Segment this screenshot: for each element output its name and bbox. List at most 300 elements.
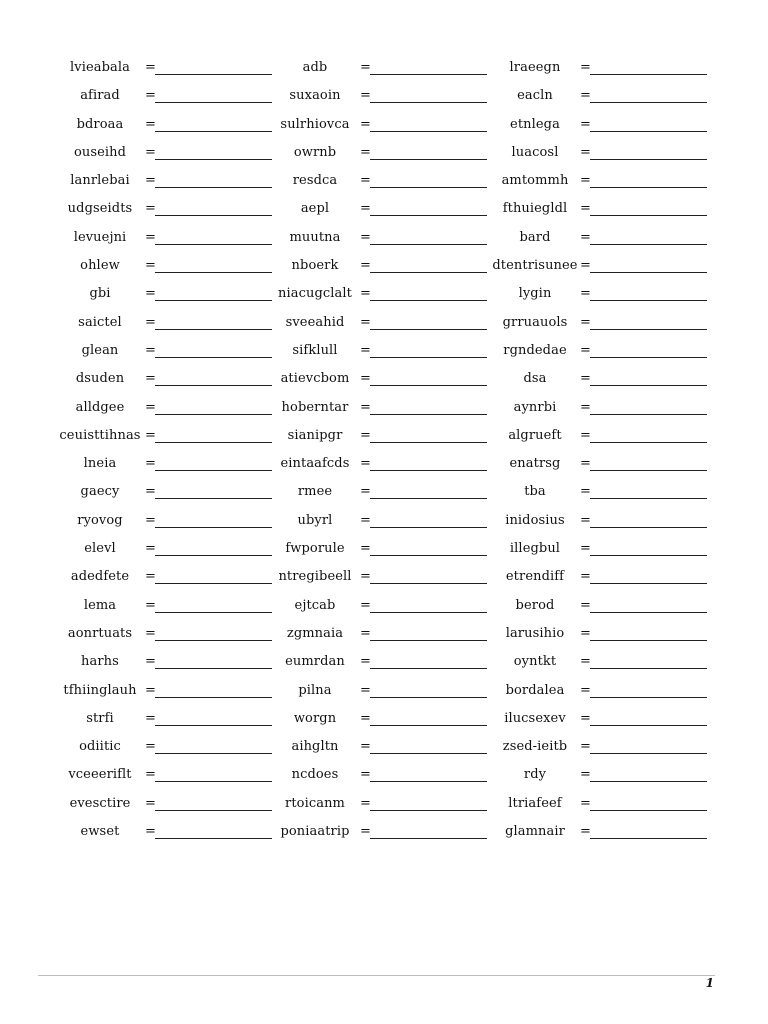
- scramble-entry: [270, 197, 500, 225]
- equals-sign: =: [580, 144, 591, 160]
- equals-sign: =: [580, 116, 591, 132]
- equals-sign: =: [360, 427, 371, 443]
- equals-sign: =: [580, 314, 591, 330]
- answer-blank[interactable]: [155, 612, 272, 613]
- equals-sign: =: [360, 541, 371, 557]
- equals-sign: =: [580, 597, 591, 613]
- scrambled-word: ubyrl: [297, 512, 333, 528]
- worksheet-row: [0, 424, 768, 452]
- worksheet-row: [0, 396, 768, 424]
- scrambled-word: lema: [83, 597, 117, 613]
- scrambled-word: ntregibeell: [278, 569, 352, 585]
- answer-blank[interactable]: [590, 74, 707, 75]
- scrambled-word: udgseidts: [67, 201, 133, 217]
- equals-sign: =: [580, 342, 591, 358]
- worksheet-row: [0, 452, 768, 480]
- equals-sign: =: [580, 229, 591, 245]
- answer-blank[interactable]: [155, 583, 272, 584]
- scramble-entry: [55, 311, 285, 339]
- answer-blank[interactable]: [590, 244, 707, 245]
- answer-blank[interactable]: [590, 838, 707, 839]
- scrambled-word: ryovog: [77, 512, 123, 528]
- equals-sign: =: [360, 512, 371, 528]
- scrambled-word: alldgee: [75, 399, 125, 415]
- answer-blank[interactable]: [155, 697, 272, 698]
- answer-blank[interactable]: [370, 272, 487, 273]
- answer-blank[interactable]: [370, 498, 487, 499]
- equals-sign: =: [360, 173, 371, 189]
- scramble-entry: [55, 367, 285, 395]
- scramble-entry: [490, 56, 720, 84]
- scramble-entry: [270, 113, 500, 141]
- answer-blank[interactable]: [155, 753, 272, 754]
- equals-sign: =: [145, 767, 156, 783]
- answer-blank[interactable]: [370, 697, 487, 698]
- scramble-entry: [55, 565, 285, 593]
- scrambled-word: niacugclalt: [278, 286, 352, 302]
- scramble-entry: [270, 141, 500, 169]
- answer-blank[interactable]: [590, 215, 707, 216]
- answer-blank[interactable]: [155, 725, 272, 726]
- scramble-entry: [270, 452, 500, 480]
- scramble-entry: [270, 396, 500, 424]
- equals-sign: =: [360, 484, 371, 500]
- scramble-entry: [490, 84, 720, 112]
- equals-sign: =: [360, 710, 371, 726]
- scrambled-word: oyntkt: [513, 654, 557, 670]
- scrambled-word: aynrbi: [513, 399, 557, 415]
- worksheet-row: [0, 707, 768, 735]
- worksheet-row: [0, 367, 768, 395]
- equals-sign: =: [580, 569, 591, 585]
- answer-blank[interactable]: [370, 640, 487, 641]
- equals-sign: =: [145, 342, 156, 358]
- answer-blank[interactable]: [370, 838, 487, 839]
- equals-sign: =: [580, 710, 591, 726]
- scramble-entry: [490, 707, 720, 735]
- answer-blank[interactable]: [590, 810, 707, 811]
- scrambled-word: atievcbom: [280, 371, 350, 387]
- answer-blank[interactable]: [370, 357, 487, 358]
- scramble-entry: [55, 197, 285, 225]
- answer-blank[interactable]: [370, 187, 487, 188]
- answer-blank[interactable]: [370, 244, 487, 245]
- scrambled-word: zsed-ieitb: [502, 739, 568, 755]
- answer-blank[interactable]: [590, 612, 707, 613]
- word-scramble-worksheet: [0, 56, 768, 848]
- answer-blank[interactable]: [590, 640, 707, 641]
- scrambled-word: fwporule: [285, 541, 345, 557]
- scramble-entry: [55, 84, 285, 112]
- scramble-entry: [55, 424, 285, 452]
- scramble-entry: [490, 311, 720, 339]
- scrambled-word: tba: [524, 484, 546, 500]
- scrambled-word: hoberntar: [281, 399, 349, 415]
- worksheet-row: [0, 537, 768, 565]
- worksheet-row: [0, 113, 768, 141]
- scramble-entry: [490, 254, 720, 282]
- equals-sign: =: [360, 116, 371, 132]
- answer-blank[interactable]: [155, 781, 272, 782]
- answer-blank[interactable]: [590, 442, 707, 443]
- answer-blank[interactable]: [590, 300, 707, 301]
- answer-blank[interactable]: [370, 555, 487, 556]
- scramble-entry: [55, 480, 285, 508]
- scramble-entry: [55, 339, 285, 367]
- equals-sign: =: [360, 597, 371, 613]
- scramble-entry: [490, 113, 720, 141]
- answer-blank[interactable]: [590, 697, 707, 698]
- equals-sign: =: [145, 824, 156, 840]
- answer-blank[interactable]: [370, 442, 487, 443]
- equals-sign: =: [145, 399, 156, 415]
- equals-sign: =: [145, 201, 156, 217]
- scramble-entry: [270, 820, 500, 848]
- scramble-entry: [270, 311, 500, 339]
- scramble-entry: [270, 509, 500, 537]
- scramble-entry: [270, 763, 500, 791]
- equals-sign: =: [580, 625, 591, 641]
- answer-blank[interactable]: [155, 329, 272, 330]
- scrambled-word: bdroaa: [76, 116, 124, 132]
- scrambled-word: strfi: [86, 710, 114, 726]
- scrambled-word: pilna: [298, 682, 332, 698]
- answer-blank[interactable]: [370, 300, 487, 301]
- answer-blank[interactable]: [370, 583, 487, 584]
- equals-sign: =: [580, 541, 591, 557]
- equals-sign: =: [580, 484, 591, 500]
- scrambled-word: levuejni: [73, 229, 127, 245]
- equals-sign: =: [360, 625, 371, 641]
- scrambled-word: vceeeriflt: [68, 767, 132, 783]
- answer-blank[interactable]: [370, 753, 487, 754]
- answer-blank[interactable]: [590, 329, 707, 330]
- scramble-entry: [270, 254, 500, 282]
- scrambled-word: gaecy: [80, 484, 120, 500]
- scrambled-word: tfhiinglauh: [63, 682, 137, 698]
- equals-sign: =: [580, 739, 591, 755]
- equals-sign: =: [360, 569, 371, 585]
- scrambled-word: eintaafcds: [280, 456, 350, 472]
- worksheet-row: [0, 735, 768, 763]
- worksheet-row: [0, 197, 768, 225]
- scrambled-word: saictel: [78, 314, 122, 330]
- answer-blank[interactable]: [370, 414, 487, 415]
- answer-blank[interactable]: [370, 131, 487, 132]
- scrambled-word: larusihio: [505, 625, 565, 641]
- scrambled-word: poniaatrip: [280, 824, 350, 840]
- answer-blank[interactable]: [155, 640, 272, 641]
- answer-blank[interactable]: [155, 668, 272, 669]
- scrambled-word: muutna: [289, 229, 341, 245]
- worksheet-row: [0, 56, 768, 84]
- answer-blank[interactable]: [155, 215, 272, 216]
- answer-blank[interactable]: [370, 612, 487, 613]
- scrambled-word: bard: [519, 229, 551, 245]
- answer-blank[interactable]: [590, 159, 707, 160]
- scrambled-word: odiitic: [79, 739, 121, 755]
- answer-blank[interactable]: [590, 498, 707, 499]
- answer-blank[interactable]: [590, 583, 707, 584]
- scrambled-word: dtentrisunee: [492, 258, 578, 274]
- scrambled-word: dsuden: [75, 371, 125, 387]
- scramble-entry: [270, 169, 500, 197]
- equals-sign: =: [145, 625, 156, 641]
- scrambled-word: lneia: [83, 456, 117, 472]
- scrambled-word: sifklull: [292, 342, 338, 358]
- scramble-entry: [55, 820, 285, 848]
- worksheet-row: [0, 650, 768, 678]
- scramble-entry: [490, 650, 720, 678]
- scrambled-word: grruauols: [502, 314, 568, 330]
- answer-blank[interactable]: [155, 385, 272, 386]
- scrambled-word: bordalea: [505, 682, 565, 698]
- scramble-entry: [55, 396, 285, 424]
- scramble-entry: [55, 56, 285, 84]
- equals-sign: =: [360, 371, 371, 387]
- scrambled-word: lvieabala: [70, 60, 130, 75]
- equals-sign: =: [360, 399, 371, 415]
- equals-sign: =: [145, 597, 156, 613]
- answer-blank[interactable]: [370, 215, 487, 216]
- answer-blank[interactable]: [370, 74, 487, 75]
- equals-sign: =: [145, 456, 156, 472]
- equals-sign: =: [145, 710, 156, 726]
- equals-sign: =: [360, 201, 371, 217]
- answer-blank[interactable]: [370, 527, 487, 528]
- answer-blank[interactable]: [155, 102, 272, 103]
- answer-blank[interactable]: [590, 555, 707, 556]
- answer-blank[interactable]: [590, 414, 707, 415]
- equals-sign: =: [360, 229, 371, 245]
- answer-blank[interactable]: [590, 725, 707, 726]
- scramble-entry: [55, 226, 285, 254]
- equals-sign: =: [145, 60, 156, 75]
- worksheet-row: [0, 509, 768, 537]
- answer-blank[interactable]: [370, 470, 487, 471]
- answer-blank[interactable]: [370, 781, 487, 782]
- equals-sign: =: [145, 371, 156, 387]
- scramble-entry: [55, 707, 285, 735]
- scramble-entry: [490, 452, 720, 480]
- scrambled-word: afirad: [80, 88, 120, 104]
- scrambled-word: ohlew: [80, 258, 120, 274]
- scramble-entry: [270, 56, 500, 84]
- worksheet-row: [0, 820, 768, 848]
- scrambled-word: lanrlebai: [70, 173, 130, 189]
- scramble-entry: [270, 424, 500, 452]
- scramble-entry: [490, 537, 720, 565]
- scrambled-word: adb: [302, 60, 328, 75]
- worksheet-row: [0, 226, 768, 254]
- scramble-entry: [270, 537, 500, 565]
- scrambled-word: lygin: [518, 286, 552, 302]
- worksheet-row: [0, 565, 768, 593]
- worksheet-row: [0, 792, 768, 820]
- answer-blank[interactable]: [590, 357, 707, 358]
- scramble-entry: [490, 197, 720, 225]
- worksheet-row: [0, 84, 768, 112]
- scramble-entry: [55, 735, 285, 763]
- equals-sign: =: [580, 371, 591, 387]
- equals-sign: =: [360, 286, 371, 302]
- equals-sign: =: [145, 173, 156, 189]
- scrambled-word: algrueft: [508, 427, 562, 443]
- answer-blank[interactable]: [155, 159, 272, 160]
- scramble-entry: [490, 509, 720, 537]
- scramble-entry: [55, 594, 285, 622]
- equals-sign: =: [580, 258, 591, 274]
- answer-blank[interactable]: [370, 725, 487, 726]
- scramble-entry: [270, 480, 500, 508]
- scrambled-word: ejtcab: [294, 597, 336, 613]
- scramble-entry: [490, 679, 720, 707]
- scrambled-word: inidosius: [505, 512, 565, 528]
- equals-sign: =: [580, 654, 591, 670]
- equals-sign: =: [145, 314, 156, 330]
- scrambled-word: owrnb: [293, 144, 337, 160]
- scrambled-word: aihgltn: [291, 739, 339, 755]
- answer-blank[interactable]: [155, 272, 272, 273]
- equals-sign: =: [580, 173, 591, 189]
- scrambled-word: eacln: [517, 88, 553, 104]
- equals-sign: =: [360, 739, 371, 755]
- answer-blank[interactable]: [590, 527, 707, 528]
- answer-blank[interactable]: [370, 159, 487, 160]
- answer-blank[interactable]: [155, 74, 272, 75]
- scramble-entry: [55, 763, 285, 791]
- equals-sign: =: [145, 569, 156, 585]
- scrambled-word: glean: [81, 342, 119, 358]
- scramble-entry: [270, 226, 500, 254]
- scramble-entry: [55, 509, 285, 537]
- answer-blank[interactable]: [155, 300, 272, 301]
- scramble-entry: [490, 424, 720, 452]
- equals-sign: =: [145, 258, 156, 274]
- scramble-entry: [270, 339, 500, 367]
- scramble-entry: [55, 537, 285, 565]
- equals-sign: =: [360, 795, 371, 811]
- answer-blank[interactable]: [590, 753, 707, 754]
- scramble-entry: [55, 141, 285, 169]
- equals-sign: =: [145, 682, 156, 698]
- scramble-entry: [55, 169, 285, 197]
- scrambled-word: fthuiegldl: [502, 201, 568, 217]
- worksheet-row: [0, 679, 768, 707]
- scramble-entry: [55, 452, 285, 480]
- scrambled-word: aepl: [300, 201, 330, 217]
- worksheet-row: [0, 622, 768, 650]
- answer-blank[interactable]: [155, 244, 272, 245]
- scrambled-word: luacosl: [511, 144, 559, 160]
- equals-sign: =: [360, 60, 371, 75]
- answer-blank[interactable]: [370, 102, 487, 103]
- answer-blank[interactable]: [370, 329, 487, 330]
- equals-sign: =: [360, 88, 371, 104]
- scrambled-word: suxaoin: [289, 88, 341, 104]
- equals-sign: =: [145, 229, 156, 245]
- scrambled-word: nboerk: [291, 258, 339, 274]
- equals-sign: =: [145, 739, 156, 755]
- answer-blank[interactable]: [370, 385, 487, 386]
- scrambled-word: lraeegn: [509, 60, 561, 75]
- answer-blank[interactable]: [155, 498, 272, 499]
- answer-blank[interactable]: [590, 272, 707, 273]
- equals-sign: =: [580, 682, 591, 698]
- answer-blank[interactable]: [155, 555, 272, 556]
- scramble-entry: [55, 792, 285, 820]
- answer-blank[interactable]: [590, 102, 707, 103]
- equals-sign: =: [580, 824, 591, 840]
- scramble-entry: [55, 282, 285, 310]
- scrambled-word: enatrsg: [509, 456, 561, 472]
- answer-blank[interactable]: [370, 668, 487, 669]
- scrambled-word: ouseihd: [73, 144, 127, 160]
- scrambled-word: elevl: [84, 541, 116, 557]
- worksheet-row: [0, 282, 768, 310]
- scramble-entry: [270, 679, 500, 707]
- answer-blank[interactable]: [155, 810, 272, 811]
- scramble-entry: [490, 735, 720, 763]
- scrambled-word: etnlega: [510, 116, 560, 132]
- answer-blank[interactable]: [370, 810, 487, 811]
- scrambled-word: rdy: [523, 767, 547, 783]
- answer-blank[interactable]: [590, 187, 707, 188]
- answer-blank[interactable]: [590, 668, 707, 669]
- equals-sign: =: [580, 88, 591, 104]
- scrambled-word: resdca: [292, 173, 338, 189]
- scramble-entry: [55, 254, 285, 282]
- equals-sign: =: [145, 512, 156, 528]
- answer-blank[interactable]: [590, 385, 707, 386]
- equals-sign: =: [580, 512, 591, 528]
- equals-sign: =: [145, 654, 156, 670]
- scramble-entry: [490, 792, 720, 820]
- answer-blank[interactable]: [155, 414, 272, 415]
- answer-blank[interactable]: [590, 470, 707, 471]
- scrambled-word: evesctire: [69, 795, 131, 811]
- answer-blank[interactable]: [590, 131, 707, 132]
- scrambled-word: adedfete: [70, 569, 130, 585]
- equals-sign: =: [360, 767, 371, 783]
- worksheet-row: [0, 594, 768, 622]
- equals-sign: =: [360, 258, 371, 274]
- scramble-entry: [490, 169, 720, 197]
- equals-sign: =: [580, 399, 591, 415]
- equals-sign: =: [145, 116, 156, 132]
- worksheet-row: [0, 311, 768, 339]
- answer-blank[interactable]: [590, 781, 707, 782]
- answer-blank[interactable]: [155, 357, 272, 358]
- answer-blank[interactable]: [155, 131, 272, 132]
- answer-blank[interactable]: [155, 442, 272, 443]
- answer-blank[interactable]: [155, 838, 272, 839]
- equals-sign: =: [145, 286, 156, 302]
- scrambled-word: berod: [515, 597, 555, 613]
- scramble-entry: [270, 707, 500, 735]
- equals-sign: =: [580, 286, 591, 302]
- equals-sign: =: [360, 314, 371, 330]
- answer-blank[interactable]: [155, 187, 272, 188]
- equals-sign: =: [145, 144, 156, 160]
- equals-sign: =: [580, 60, 591, 75]
- equals-sign: =: [360, 144, 371, 160]
- scramble-entry: [490, 141, 720, 169]
- scramble-entry: [490, 763, 720, 791]
- answer-blank[interactable]: [155, 527, 272, 528]
- answer-blank[interactable]: [155, 470, 272, 471]
- worksheet-row: [0, 141, 768, 169]
